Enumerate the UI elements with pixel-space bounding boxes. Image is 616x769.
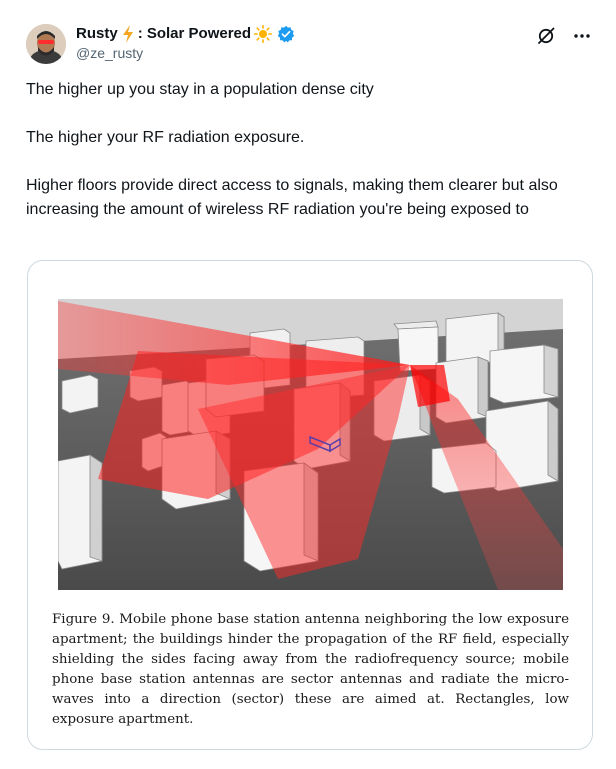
tweet-header [26,22,596,66]
grok-icon[interactable] [536,26,556,46]
author-name-suffix[interactable]: : Solar Powered [137,25,252,42]
tweet-text [26,78,598,222]
tweet-paragraph: The higher your RF radiation exposure. [26,129,305,146]
more-icon[interactable] [572,26,592,46]
lightning-icon [121,25,135,43]
figure-caption: Figure 9. Mobile phone base station antenna neighboring the low exposure apartment; the buildings hinder the propagation of the RF field, especially shielding the sides facing away from the radiofrequency source; mobile phone base station antennas are sector antennas and radiate the micro-waves into a direction (sector) these are aimed at. Rectangles, low exposure apartment. [52,612,569,727]
media-card[interactable] [27,260,593,750]
sun-icon [254,25,272,43]
avatar[interactable] [26,24,66,64]
rf-figure-illustration [58,299,563,590]
tweet-paragraph: The higher up you stay in a population dense city [26,81,374,98]
author-handle[interactable]: @ze_rusty [76,45,144,61]
tweet-paragraph: Higher floors provide direct access to signals, making them clearer but also increasing the amount of wireless RF radiation you're being exposed to [26,177,558,218]
author-name[interactable]: Rusty [76,25,118,42]
author-name-row[interactable] [76,24,295,44]
verified-badge-icon [277,25,295,43]
